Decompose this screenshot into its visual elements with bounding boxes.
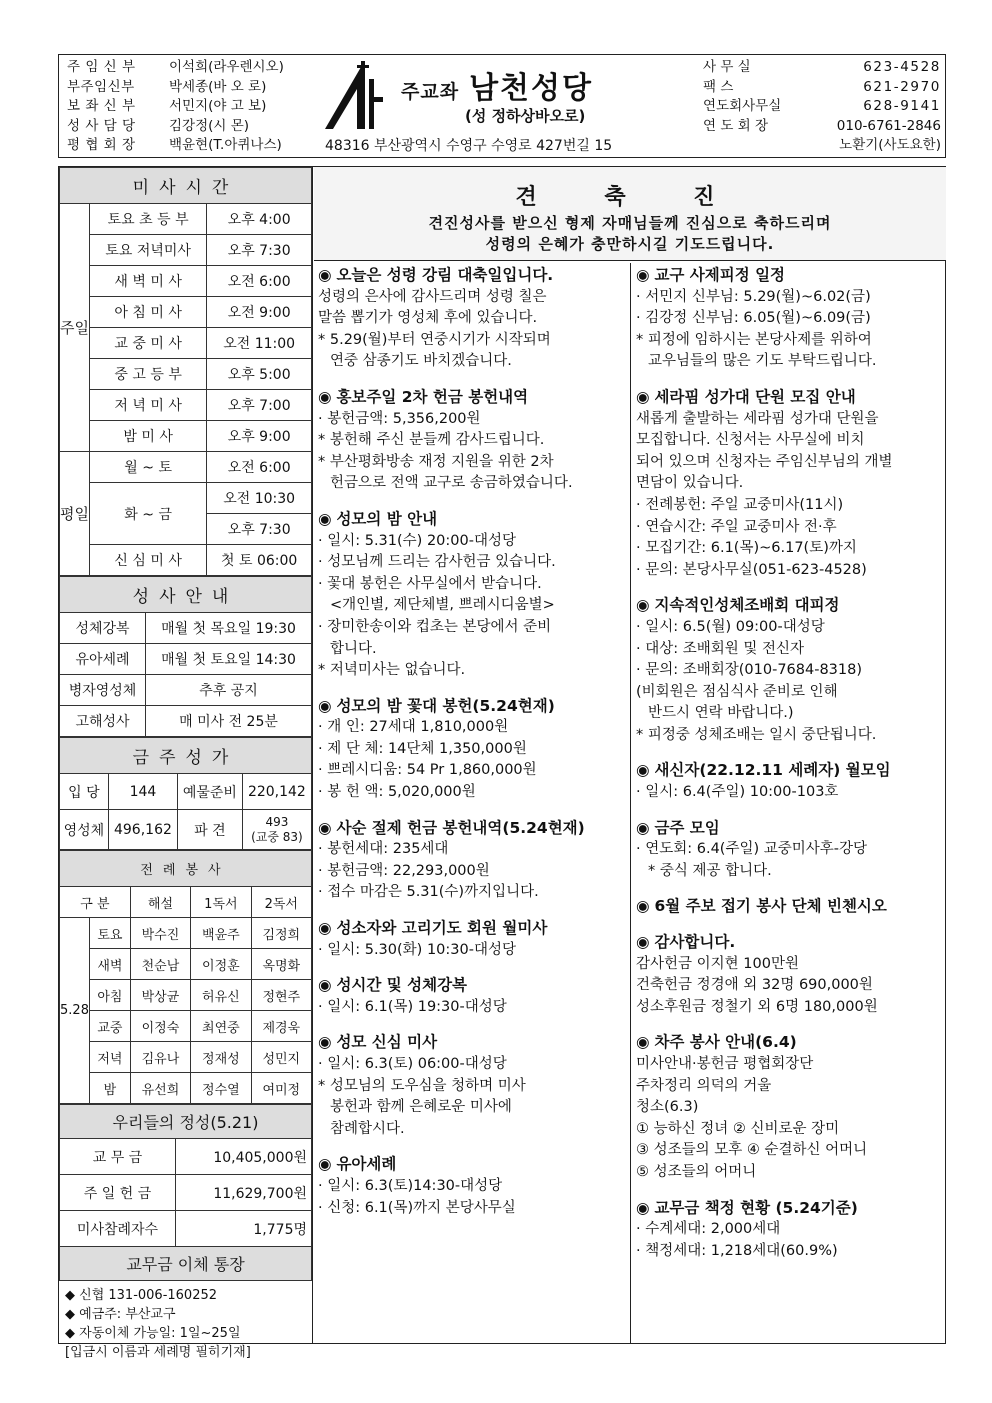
notice-line: · 수계세대: 2,000세대 — [636, 1221, 781, 1238]
mass-schedule-title: 미사시간 — [60, 168, 312, 204]
parish-title: 주교좌 남천성당 — [401, 71, 593, 106]
staff-row: 평 협 회 장 백윤현(T.아퀴나스) — [67, 137, 282, 154]
notice-line: 새롭게 출발하는 세라핌 성가대 단원을 — [636, 410, 879, 427]
notice-line: · 꽃대 봉헌은 사무실에서 받습니다. — [318, 575, 542, 592]
notice-heading: ◉ 금주 모임 — [636, 818, 942, 840]
notice-line: 청소(6.3) — [636, 1099, 699, 1116]
notice-block — [636, 932, 942, 1018]
staff-row: 주 임 신 부 이석희(라우렌시오) — [67, 59, 284, 75]
offering-title: 우리들의 정성(5.21) — [60, 1105, 312, 1139]
notice-column-left — [314, 263, 631, 1343]
notice-line: 합니다. — [330, 640, 377, 657]
notice-heading: ◉ 차주 봉사 안내(6.4) — [636, 1032, 942, 1054]
notice-line: 연중 삼종기도 바치겠습니다. — [330, 353, 512, 370]
notice-heading: ◉ 유아세례 — [318, 1154, 626, 1176]
notice-line: * 성모님의 도우심을 청하며 미사 — [318, 1077, 526, 1094]
notice-line: · 장미한송이와 컵초는 본당에서 준비 — [318, 618, 552, 635]
notice-line: · 문의: 본당사무실(051-623-4528) — [636, 561, 867, 578]
notice-line: · 접수 마감은 5.31(수)까지입니다. — [318, 884, 539, 901]
notice-block — [636, 1198, 942, 1263]
notice-line: ① 능하신 정녀 ② 신비로운 장미 — [636, 1120, 840, 1137]
liturgy-title: 전례봉사 — [60, 851, 312, 887]
notice-line: · 신청: 6.1(목)까지 본당사무실 — [318, 1199, 516, 1216]
notice-line: ⑤ 성조들의 어머니 — [636, 1163, 757, 1180]
notice-line: 말씀 뽑기가 영성체 후에 있습니다. — [318, 310, 538, 327]
notice-heading: ◉ 6월 주보 접기 봉사 단체 빈첸시오 — [636, 896, 942, 918]
notice-heading: ◉ 세라핌 성가대 단원 모집 안내 — [636, 387, 942, 409]
notice-block — [318, 918, 626, 961]
notice-line: 면담이 있습니다. — [636, 475, 744, 492]
notice-block — [636, 265, 942, 373]
notice-line: 헌금으로 전액 교구로 송금하였습니다. — [330, 475, 573, 492]
notice-line: * 5.29(월)부터 연중시기가 시작되며 — [318, 331, 551, 348]
notice-block — [318, 265, 626, 373]
offering-table: 우리들의 정성(5.21) 교 무 금 10,405,000원 주 일 헌 금 11,629,700원 미사참례자수 1,775명 교무금 이체 통장 — [59, 1104, 312, 1281]
sacrament-title: 성사안내 — [60, 577, 312, 613]
notice-line: 주차정리 의덕의 거울 — [636, 1077, 772, 1094]
notice-line: · 책정세대: 1,218세대(60.9%) — [636, 1242, 838, 1259]
contact-row: 연 도 회 장 010-6761-2846 — [703, 117, 941, 134]
notice-line: · 연도회: 6.4(주일) 교중미사후-강당 — [636, 841, 868, 858]
parish-address: 48316 부산광역시 수영구 수영로 427번길 15 — [325, 138, 613, 154]
notice-heading: ◉ 성모의 밤 안내 — [318, 509, 626, 531]
parish-subtitle: (성 정하상바오로) — [465, 107, 586, 125]
notice-line: · 모집기간: 6.1(목)~6.17(토)까지 — [636, 540, 857, 557]
notice-line: · 성모님께 드리는 감사헌금 있습니다. — [318, 554, 556, 571]
notice-heading: ◉ 성모의 밤 꽃대 봉헌(5.24현재) — [318, 696, 626, 718]
contact-row: 팩 스 621-2970 — [703, 78, 941, 95]
notice-line: 봉헌과 함께 은혜로운 미사에 — [330, 1099, 512, 1116]
notice-block — [318, 387, 626, 495]
notice-block — [636, 760, 942, 803]
weekday-label: 평일 — [60, 452, 90, 576]
notice-line: · 봉헌금액: 5,356,200원 — [318, 410, 481, 427]
staff-list — [67, 58, 284, 156]
notice-line: 미사안내·봉헌금 평협회장단 — [636, 1056, 814, 1072]
liturgy-service-table: 전례봉사 구 분 해설 1독서 2독서 5.28 토요 박수진 백윤주 김정희 새벽 천순남 이정훈 옥명화 아침 박상균 허유신 정현주 교중 이정숙 최연중 제경욱 저녁 김유나 정재성 성민지 밤 유선희 정수열 여미정 — [59, 850, 312, 1104]
banner-line: 성령의 은혜가 충만하시길 기도드립니다. — [485, 235, 775, 253]
bank-info: ◆ 신협 131-006-160252 ◆ 예금주: 부산교구 ◆ 자동이체 가능일: 1일~25일 [입금시 이름과 세례명 필히기재] — [65, 1288, 251, 1360]
notice-block — [636, 818, 942, 883]
confirmation-banner — [314, 167, 946, 261]
notice-block — [318, 1154, 626, 1219]
notice-block — [636, 1032, 942, 1183]
contact-row: 연도회사무실 628-9141 — [703, 98, 941, 115]
church-logo-icon — [321, 59, 385, 131]
staff-row: 성 사 담 당 김강정(시 몬) — [67, 117, 250, 134]
contact-row: 노환기(사도요한) — [839, 137, 941, 154]
notice-line: · 연습시간: 주일 교중미사 전·후 — [636, 518, 837, 535]
notice-line: <개인별, 제단체별, 쁘레시디움별> — [330, 597, 555, 614]
notice-area — [314, 167, 946, 1343]
notice-line: · 일시: 6.1(목) 19:30-대성당 — [318, 998, 507, 1015]
notice-line: · 김강정 신부님: 6.05(월)~6.09(금) — [636, 310, 871, 327]
sacrament-table: 성사안내 성체강복 매월 첫 목요일 19:30 유아세례 매월 첫 토요일 14:30 병자영성체 추후 공지 고해성사 매 미사 전 25분 — [59, 576, 312, 737]
notice-block — [636, 896, 942, 918]
notice-line: · 일시: 5.30(화) 10:30-대성당 — [318, 941, 516, 958]
notice-line: · 문의: 조배회장(010-7684-8318) — [636, 662, 863, 679]
notice-line: * 피정중 성체조배는 일시 중단됩니다. — [636, 726, 877, 743]
notice-line: 성소후원금 정철기 외 6명 180,000원 — [636, 998, 878, 1015]
bulletin-body — [58, 166, 946, 1360]
notice-line: · 일시: 5.31(수) 20:00-대성당 — [318, 532, 516, 549]
notice-line: 감사헌금 이지현 100만원 — [636, 955, 799, 972]
notice-line: · 일시: 6.3(토)14:30-대성당 — [318, 1177, 503, 1194]
notice-line: * 봉헌해 주신 분들께 감사드립니다. — [318, 432, 545, 449]
notice-block — [318, 1032, 626, 1140]
notice-heading: ◉ 성모 신심 미사 — [318, 1032, 626, 1054]
notice-line: * 피정에 임하시는 본당사제를 위하여 — [636, 331, 872, 348]
notice-line: · 일시: 6.5(월) 09:00-대성당 — [636, 618, 825, 635]
notice-heading: ◉ 사순 절제 헌금 봉헌내역(5.24현재) — [318, 818, 626, 840]
notice-column-right — [632, 263, 946, 1262]
notice-line: · 일시: 6.3(토) 06:00-대성당 — [318, 1056, 507, 1072]
notice-line: 참례합시다. — [330, 1120, 405, 1137]
notice-line: * 부산평화방송 재정 지원을 위한 2차 — [318, 453, 554, 470]
staff-row: 보 좌 신 부 서민지(야 고 보) — [67, 98, 267, 115]
notice-line: 되어 있으며 신청자는 주임신부님의 개별 — [636, 453, 893, 470]
notice-block — [636, 387, 942, 581]
notice-line: * 저녁미사는 없습니다. — [318, 662, 466, 679]
banner-line: 견진성사를 받으신 형제 자매님들께 진심으로 축하드리며 — [428, 214, 832, 232]
banner-title: 견 축 진 — [515, 185, 745, 210]
notice-heading: ◉ 감사합니다. — [636, 932, 942, 954]
notice-line: · 제 단 체: 14단체 1,350,000원 — [318, 740, 527, 757]
notice-line: (비회원은 점심식사 준비로 인해 — [636, 683, 838, 700]
notice-line: · 봉 헌 액: 5,020,000원 — [318, 784, 476, 801]
notice-block — [318, 975, 626, 1018]
notice-line: · 대상: 조배회원 및 전신자 — [636, 640, 805, 657]
bulletin-header — [58, 54, 946, 158]
notice-line: ③ 성조들의 모후 ④ 순결하신 어머니 — [636, 1142, 868, 1159]
notice-line: 건축헌금 정경애 외 32명 690,000원 — [636, 977, 873, 994]
notice-line: 교우님들의 많은 기도 부탁드립니다. — [648, 353, 877, 370]
mass-schedule-table: 미사시간 주일 토요 초 등 부 오후 4:00 토요 저녁미사 오후 7:30 새 벽 미 사 오전 6:00 아 침 미 사 오전 9:00 교 중 미 사 오전 11:00 중 고 등 부 오후 5:00 저 녁 미 사 오후 7:00 밤 미 사 오후 9:00 평일 월 ~ 토 오전 6:00 화 ~ 금 오전 10:30 오후 7:30 신 심 미 사 첫 토 06:00 — [59, 167, 312, 576]
notice-heading: ◉ 성시간 및 성체강복 — [318, 975, 626, 997]
notice-line: · 서민지 신부님: 5.29(월)~6.02(금) — [636, 288, 871, 305]
notice-heading: ◉ 홍보주일 2차 헌금 봉헌내역 — [318, 387, 626, 409]
notice-line: * 중식 제공 합니다. — [648, 862, 772, 879]
notice-line: · 일시: 6.4(주일) 10:00-103호 — [636, 784, 839, 801]
notice-heading: ◉ 오늘은 성령 강림 대축일입니다. — [318, 265, 626, 287]
notice-line: · 봉헌금액: 22,293,000원 — [318, 862, 490, 879]
left-sidebar — [59, 167, 313, 1360]
contact-row: 사 무 실 623-4528 — [703, 59, 941, 75]
notice-line: · 전례봉헌: 주일 교중미사(11시) — [636, 496, 844, 513]
weekly-hymn-title: 금주성가 — [60, 738, 312, 774]
notice-heading: ◉ 교무금 책정 현황 (5.24기준) — [636, 1198, 942, 1220]
notice-heading: ◉ 성소자와 고리기도 회원 월미사 — [318, 918, 626, 940]
notice-line: 성령의 은사에 감사드리며 성령 칠은 — [318, 288, 547, 305]
notice-block — [318, 696, 626, 804]
notice-heading: ◉ 지속적인성체조배회 대피정 — [636, 595, 942, 617]
sunday-label: 주일 — [60, 204, 90, 452]
notice-line: 반드시 연락 바랍니다.) — [648, 705, 794, 722]
notice-line: 모집합니다. 신청서는 사무실에 비치 — [636, 432, 865, 449]
notice-block — [318, 818, 626, 904]
bank-title: 교무금 이체 통장 — [60, 1247, 312, 1281]
notice-heading: ◉ 새신자(22.12.11 세례자) 월모임 — [636, 760, 942, 782]
notice-heading: ◉ 교구 사제피정 일정 — [636, 265, 942, 287]
notice-block — [636, 595, 942, 746]
notice-line: · 개 인: 27세대 1,810,000원 — [318, 719, 509, 736]
staff-row: 부주임신부 박세종(바 오 로) — [67, 78, 267, 95]
contact-list — [703, 58, 941, 156]
notice-block — [318, 509, 626, 682]
notice-line: · 쁘레시디움: 54 Pr 1,860,000원 — [318, 762, 537, 779]
weekly-hymn-table: 금주성가 입 당 144 예물준비 220,142 영성체 496,162 파 견 493 (교중 83) — [59, 737, 312, 850]
notice-line: · 봉헌세대: 235세대 — [318, 841, 449, 858]
